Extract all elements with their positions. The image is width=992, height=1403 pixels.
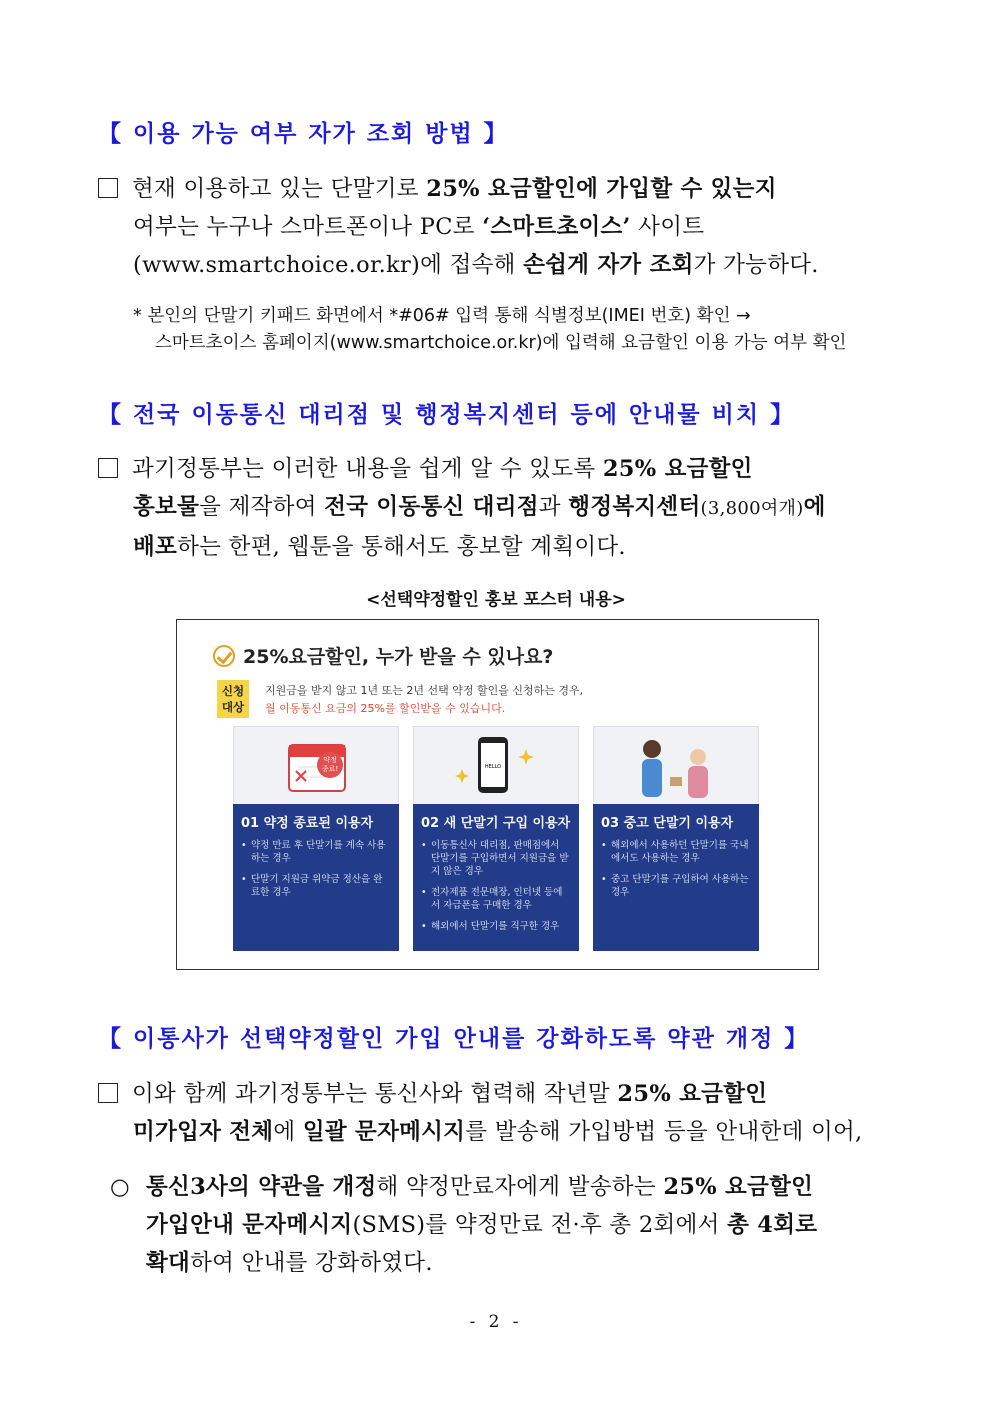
section-heading-terms-revision: 【 이통사가 선택약정할인 가입 안내를 강화하도록 약관 개정 】 [98,1026,810,1052]
poster-card-new-device [413,726,579,951]
calendar-illustration [233,726,399,806]
calendar-icon [234,727,400,807]
para-line: 홍보물을 제작하여 전국 이동통신 대리점과 행정복지센터(3,800여개)에 [133,494,826,520]
para-line: ○ 통신3사의 약관을 개정해 약정만료자에게 발송하는 25% 요금할인 [110,1168,920,1206]
poster-title: 25%요금할인, 누가 받을 수 있나요? [213,642,553,669]
poster-card-used-device [593,726,759,951]
checkbox-bullet-icon [98,1083,118,1103]
checkbox-bullet-icon [98,458,118,478]
para-line: 미가입자 전체에 일괄 문자메시지를 발송해 가입방법 등을 안내한데 이어, [133,1119,863,1145]
poster-target-tag: 신청 대상 [217,680,249,718]
poster-desc-highlight: 월 이동통신 요금의 25%를 할인받을 수 있습니다. [265,702,506,715]
checkbox-bullet-icon [98,178,118,198]
poster [207,626,791,962]
para-line: 현재 이용하고 있는 단말기로 25% 요금할인에 가입할 수 있는지 [98,170,908,208]
paragraph-distribution [98,450,908,566]
sub-paragraph [110,1168,920,1282]
poster-desc: 지원금을 받지 않고 1년 또는 2년 선택 약정 할인을 신청하는 경우, [265,684,584,697]
people-illustration [593,726,759,806]
para-line: 확대하여 안내를 강화하였다. [146,1250,433,1276]
section-heading-self-check: 【 이용 가능 여부 자가 조회 방법 】 [98,121,509,147]
para-line: 과기정통부는 이러한 내용을 쉽게 알 수 있도록 25% 요금할인 [98,450,908,488]
phone-icon [414,727,580,807]
poster-figure [176,619,819,970]
card-body: 03 중고 단말기 이용자 • 해외에서 사용하던 단말기를 국내에서도 사용하는 경우 • 중고 단말기를 구입하여 사용하는 경우 [593,804,759,951]
page-number: - 2 - [469,1312,523,1332]
card-body: 02 새 단말기 구입 이용자 • 이동통신사 대리점, 판매점에서 단말기를 구입하면서 지원금을 받지 않은 경우 • 전자제품 전문매장, 인터넷 등에서 자급폰을 구매한 경우 • 해외에서 단말기를 직구한 경우 [413,804,579,951]
figure-caption: <선택약정할인 홍보 포스터 내용> [366,590,626,610]
people-exchange-icon [594,727,760,807]
poster-card-contract-ended [233,726,399,951]
card-body: 01 약정 종료된 이용자 • 약정 만료 후 단말기를 계속 사용하는 경우 • 단말기 지원금 위약금 정산을 완료한 경우 [233,804,399,951]
check-circle-icon [213,645,235,667]
para-line: 이와 함께 과기정통부는 통신사와 협력해 작년말 25% 요금할인 [98,1075,908,1113]
para-line: 가입안내 문자메시지(SMS)를 약정만료 전·후 총 2회에서 총 4회로 [146,1212,818,1238]
section-heading-distribution: 【 전국 이동통신 대리점 및 행정복지센터 등에 안내물 비치 】 [98,402,796,428]
circle-bullet-icon: ○ [110,1174,130,1200]
para-line: (www.smartchoice.or.kr)에 접속해 손쉽게 자가 조회가 가능하다. [133,252,819,278]
para-line: 배포하는 한편, 웹툰을 통해서도 홍보할 계획이다. [133,534,626,560]
phone-illustration [413,726,579,806]
paragraph-self-check [98,170,908,284]
svg-text:약정: 약정 [323,756,337,764]
svg-text:종료!: 종료! [321,765,339,773]
footnote: * 본인의 단말기 키패드 화면에서 *#06# 입력 통해 식별정보(IMEI 번호) 확인 → 스마트초이스 홈페이지(www.smartchoice.or.kr)에 입력해 요금할인 이용 가능 여부 확인 [133,306,847,353]
paragraph-terms-revision [98,1075,908,1151]
para-line: 여부는 누구나 스마트폰이나 PC로 ‘스마트초이스’ 사이트 [133,214,705,240]
phone-screen-text: HELLO [484,764,502,770]
